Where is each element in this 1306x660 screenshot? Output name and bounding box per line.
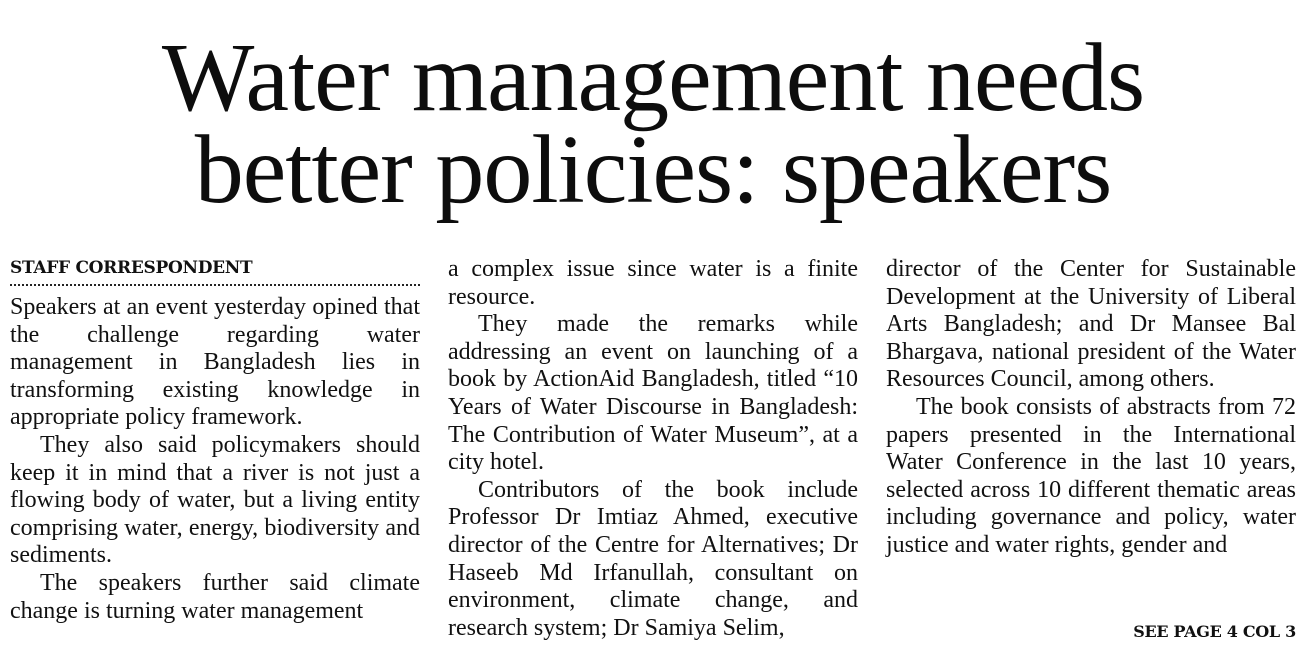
paragraph: Contributors of the book include Professor Dr Imtiaz Ahmed, executive director of the Centre for Alternatives; Dr Haseeb Md Irfanullah, consultant on environment, climate change, and research system; Dr Samiya Selim, <box>448 476 858 641</box>
article-column-3 <box>886 256 1296 560</box>
paragraph: They also said policymakers should keep it in mind that a river is not just a flowing body of water, but a living entity comprising water, energy, biodiversity and sediments. <box>10 431 420 569</box>
paragraph: The book consists of abstracts from 72 papers presented in the International Water Conference in the last 10 years, selected across 10 different thematic areas including governance and policy, water justice and water rights, gender and <box>886 393 1296 558</box>
paragraph: The speakers further said climate change is turning water management <box>10 569 420 624</box>
paragraph: a complex issue since water is a finite resource. <box>448 256 858 310</box>
paragraph: Speakers at an event yesterday opined that the challenge regarding water management in Bangladesh lies in transforming existing knowledge in appropriate policy framework. <box>10 294 420 431</box>
paragraph: director of the Center for Sustainable Development at the University of Liberal Arts Bangladesh; and Dr Mansee Bal Bhargava, national president of the Water Resources Council, among others. <box>886 256 1296 393</box>
article-column-1 <box>10 256 420 625</box>
article-column-2 <box>448 256 858 642</box>
headline-line-2: better policies: speakers <box>194 116 1112 224</box>
continuation-jump-line: SEE PAGE 4 COL 3 <box>1133 622 1296 641</box>
headline-line-1: Water management needs <box>161 24 1145 132</box>
byline: STAFF CORRESPONDENT <box>10 256 420 286</box>
paragraph: They made the remarks while addressing an event on launching of a book by ActionAid Bangladesh, titled “10 Years of Water Discourse in Bangladesh: The Contribution of Water Museum”, at a city hotel. <box>448 311 858 476</box>
headline <box>0 24 1306 224</box>
